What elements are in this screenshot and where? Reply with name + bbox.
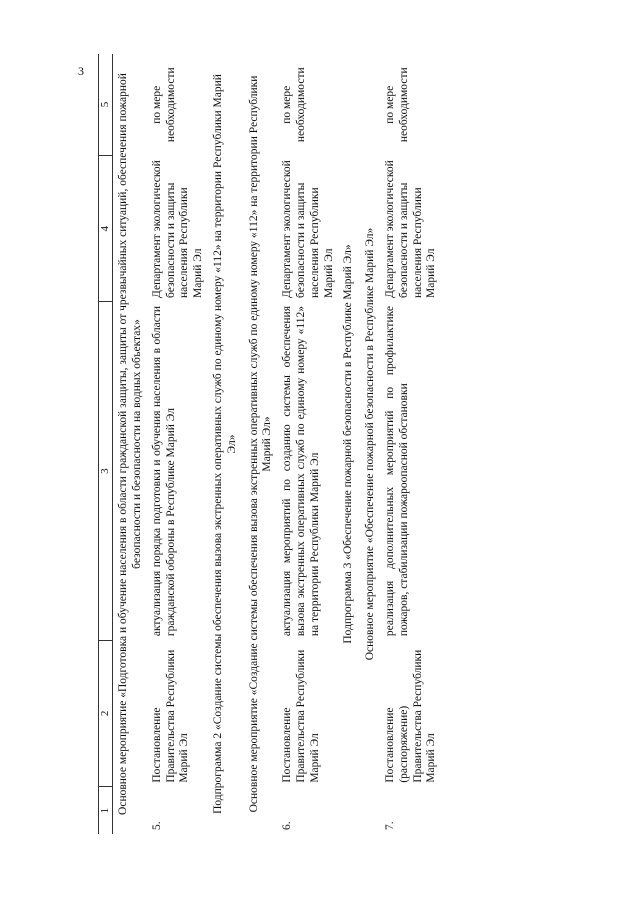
column-header: 5 [99,54,113,155]
section-heading: Основное мероприятие «Подготовка и обучение населения в области гражданской защиты, защиты от чрезвычайных ситуаций, обеспечения пожарной безопасности и безопасности на водных объектах» [117,73,143,815]
section-heading-row [208,54,244,834]
responsible-executor: Департамент экологической безопасности и защиты населения Республики Марий Эл [383,160,438,298]
measure-name: актуализация мероприятий по созданию системы обеспечения вызова экстренных оперативных служб по единому номеру «112» на территории Республики Марий Эл [281,306,321,637]
table-row [382,54,441,834]
section-heading-row [338,54,360,834]
table-header-row [99,54,113,834]
row-number: 6. [281,821,294,830]
row-number: 5. [150,821,163,830]
table-row [149,54,208,834]
measure-name: актуализация порядка подготовки и обучения населения в области гражданской обороны в Республике Марий Эл [150,306,177,637]
measures-table [98,54,441,834]
section-heading-row [360,54,382,834]
section-heading: Основное мероприятие «Создание системы обеспечения вызова экстренных оперативных служб по единому номеру «112» на территории Республики Марий Эл» [247,75,274,813]
column-header: 4 [99,155,113,302]
column-header: 2 [99,640,113,787]
implementation-term: по мере необходимости [281,67,307,143]
rotated-table-page [98,54,578,834]
document-type: Постановление Правительства Республики Марий Эл [281,649,321,783]
section-heading-row [244,54,280,834]
section-heading: Основное мероприятие «Обеспечение пожарной безопасности в Республике Марий Эл» [364,227,377,661]
document-type: Постановление (распоряжение) Правительства Республики Марий Эл [383,649,438,783]
measure-name: реализация дополнительных мероприятий по профилактике пожаров, стабилизации пожароопасной обстановки [383,306,410,637]
section-heading: Подпрограмма 2 «Создание системы обеспечения вызова экстренных оперативных служб по единому номеру «112» на территории Республики Марий Эл» [211,74,238,814]
row-number: 7. [383,821,396,830]
implementation-term: по мере необходимости [150,67,177,143]
column-header: 1 [99,787,113,834]
measures-table-body [99,54,442,834]
table-row [279,54,338,834]
page-number: 3 [78,64,84,78]
responsible-executor: Департамент экологической безопасности и защиты населения Республики Марий Эл [150,160,205,298]
document-type: Постановление Правительства Республики Марий Эл [150,649,191,783]
column-header: 3 [99,302,113,640]
section-heading-row [113,54,149,834]
section-heading: Подпрограмма 3 «Обеспечение пожарной безопасности в Республике Марий Эл» [342,244,355,644]
responsible-executor: Департамент экологической безопасности и защиты населения Республики Марий Эл [281,160,335,298]
implementation-term: по мере необходимости [383,67,410,143]
